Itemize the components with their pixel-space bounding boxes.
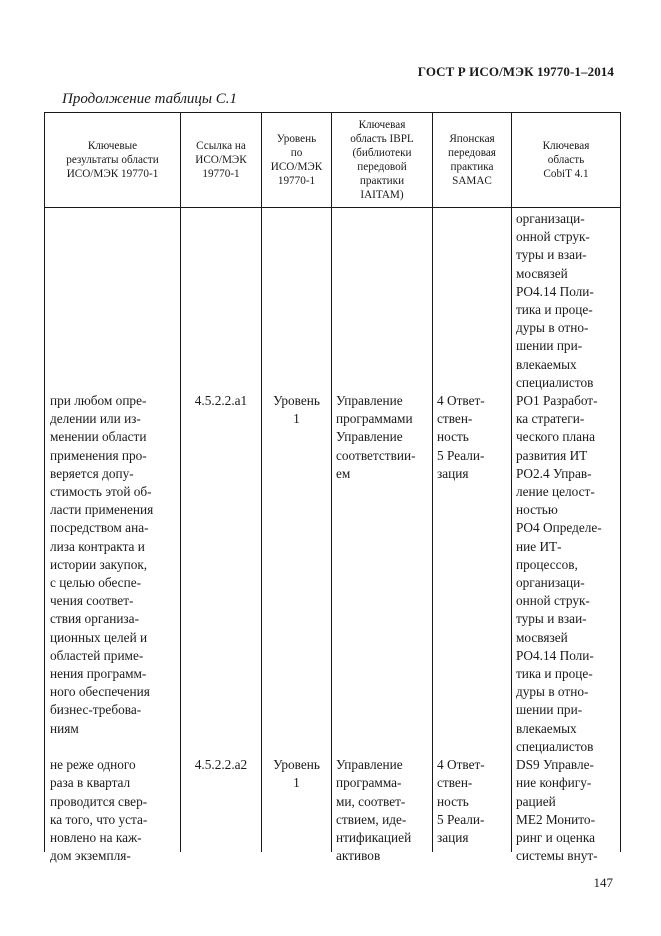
header-key-results-text: Ключевые результаты области ИСО/МЭК 19770-1 (66, 140, 159, 180)
header-bottom-border (44, 207, 621, 208)
header-cell-key-results (45, 113, 180, 207)
column-level: Уровень 1 Уровень 1 (273, 393, 320, 791)
header-ibpl-area-text: Ключевая область IBPL (библиотеки передовой практики IAITAM) (350, 119, 414, 201)
header-cell-reference (181, 113, 261, 207)
document-standard-header: ГОСТ Р ИСО/МЭК 19770-1–2014 (417, 64, 614, 79)
header-cell-cobit (512, 113, 620, 207)
column-divider-3 (331, 112, 332, 852)
header-cell-level (262, 113, 331, 207)
column-ibpl-area: Управление программами Управление соответствии- ем Управление программа- ми, соответ- ствием, иде- нтификацией активов (336, 393, 416, 864)
header-cobit-text: Ключевая область CobiT 4.1 (542, 140, 590, 180)
column-divider-5 (511, 112, 512, 852)
header-samac-text: Японская передовая практика SAMAC (448, 133, 496, 187)
header-level-text: Уровень по ИСО/МЭК 19770-1 (270, 133, 323, 187)
table-caption: Продолжение таблицы С.1 (62, 91, 238, 107)
header-reference-text: Ссылка на ИСО/МЭК 19770-1 (195, 140, 247, 180)
table-right-border (620, 112, 621, 852)
page-number: 147 (593, 875, 613, 890)
table-left-border (44, 112, 45, 852)
header-cell-ibpl-area (332, 113, 432, 207)
column-samac: 4 Ответ- ствен- ность 5 Реали- зация 4 Ответ- ствен- ность 5 Реали- зация (437, 393, 485, 845)
column-divider-4 (432, 112, 433, 852)
column-key-results: при любом опре- делении или из- менении области применения про- веряется допу- стимость этой об- ласти применения посредством ана- лиза контракта и истории закупок, с целью обеспе- чения соответ- ствия организа- ционных целей и областей приме- нения программ- ного обеспечения бизнес-требова- ниям не реже одного раза в квартал проводится свер- ка того, что уста- новлено на каж- дом экземпля- (50, 393, 154, 864)
column-cobit: организаци- онной струк- туры и взаи- мосвязей PO4.14 Поли- тика и проце- дуры в отно- шении при- влекаемых специалистов PO1 Разработ- ка стратеги- ческого плана развития ИТ PO2.4 Управ- ление целост- ностью PO4 Определе- ние ИТ- процессов, организаци- онной струк- туры и взаи- мосвязей PO4.14 Поли- тика и проце- дуры в отно- шении при- влекаемых специалистов DS9 Управле- ние конфигу- рацией ME2 Монито- ринг и оценка системы внут- (516, 211, 602, 864)
header-cell-samac (433, 113, 511, 207)
column-reference: 4.5.2.2.a1 4.5.2.2.a2 (194, 393, 248, 773)
